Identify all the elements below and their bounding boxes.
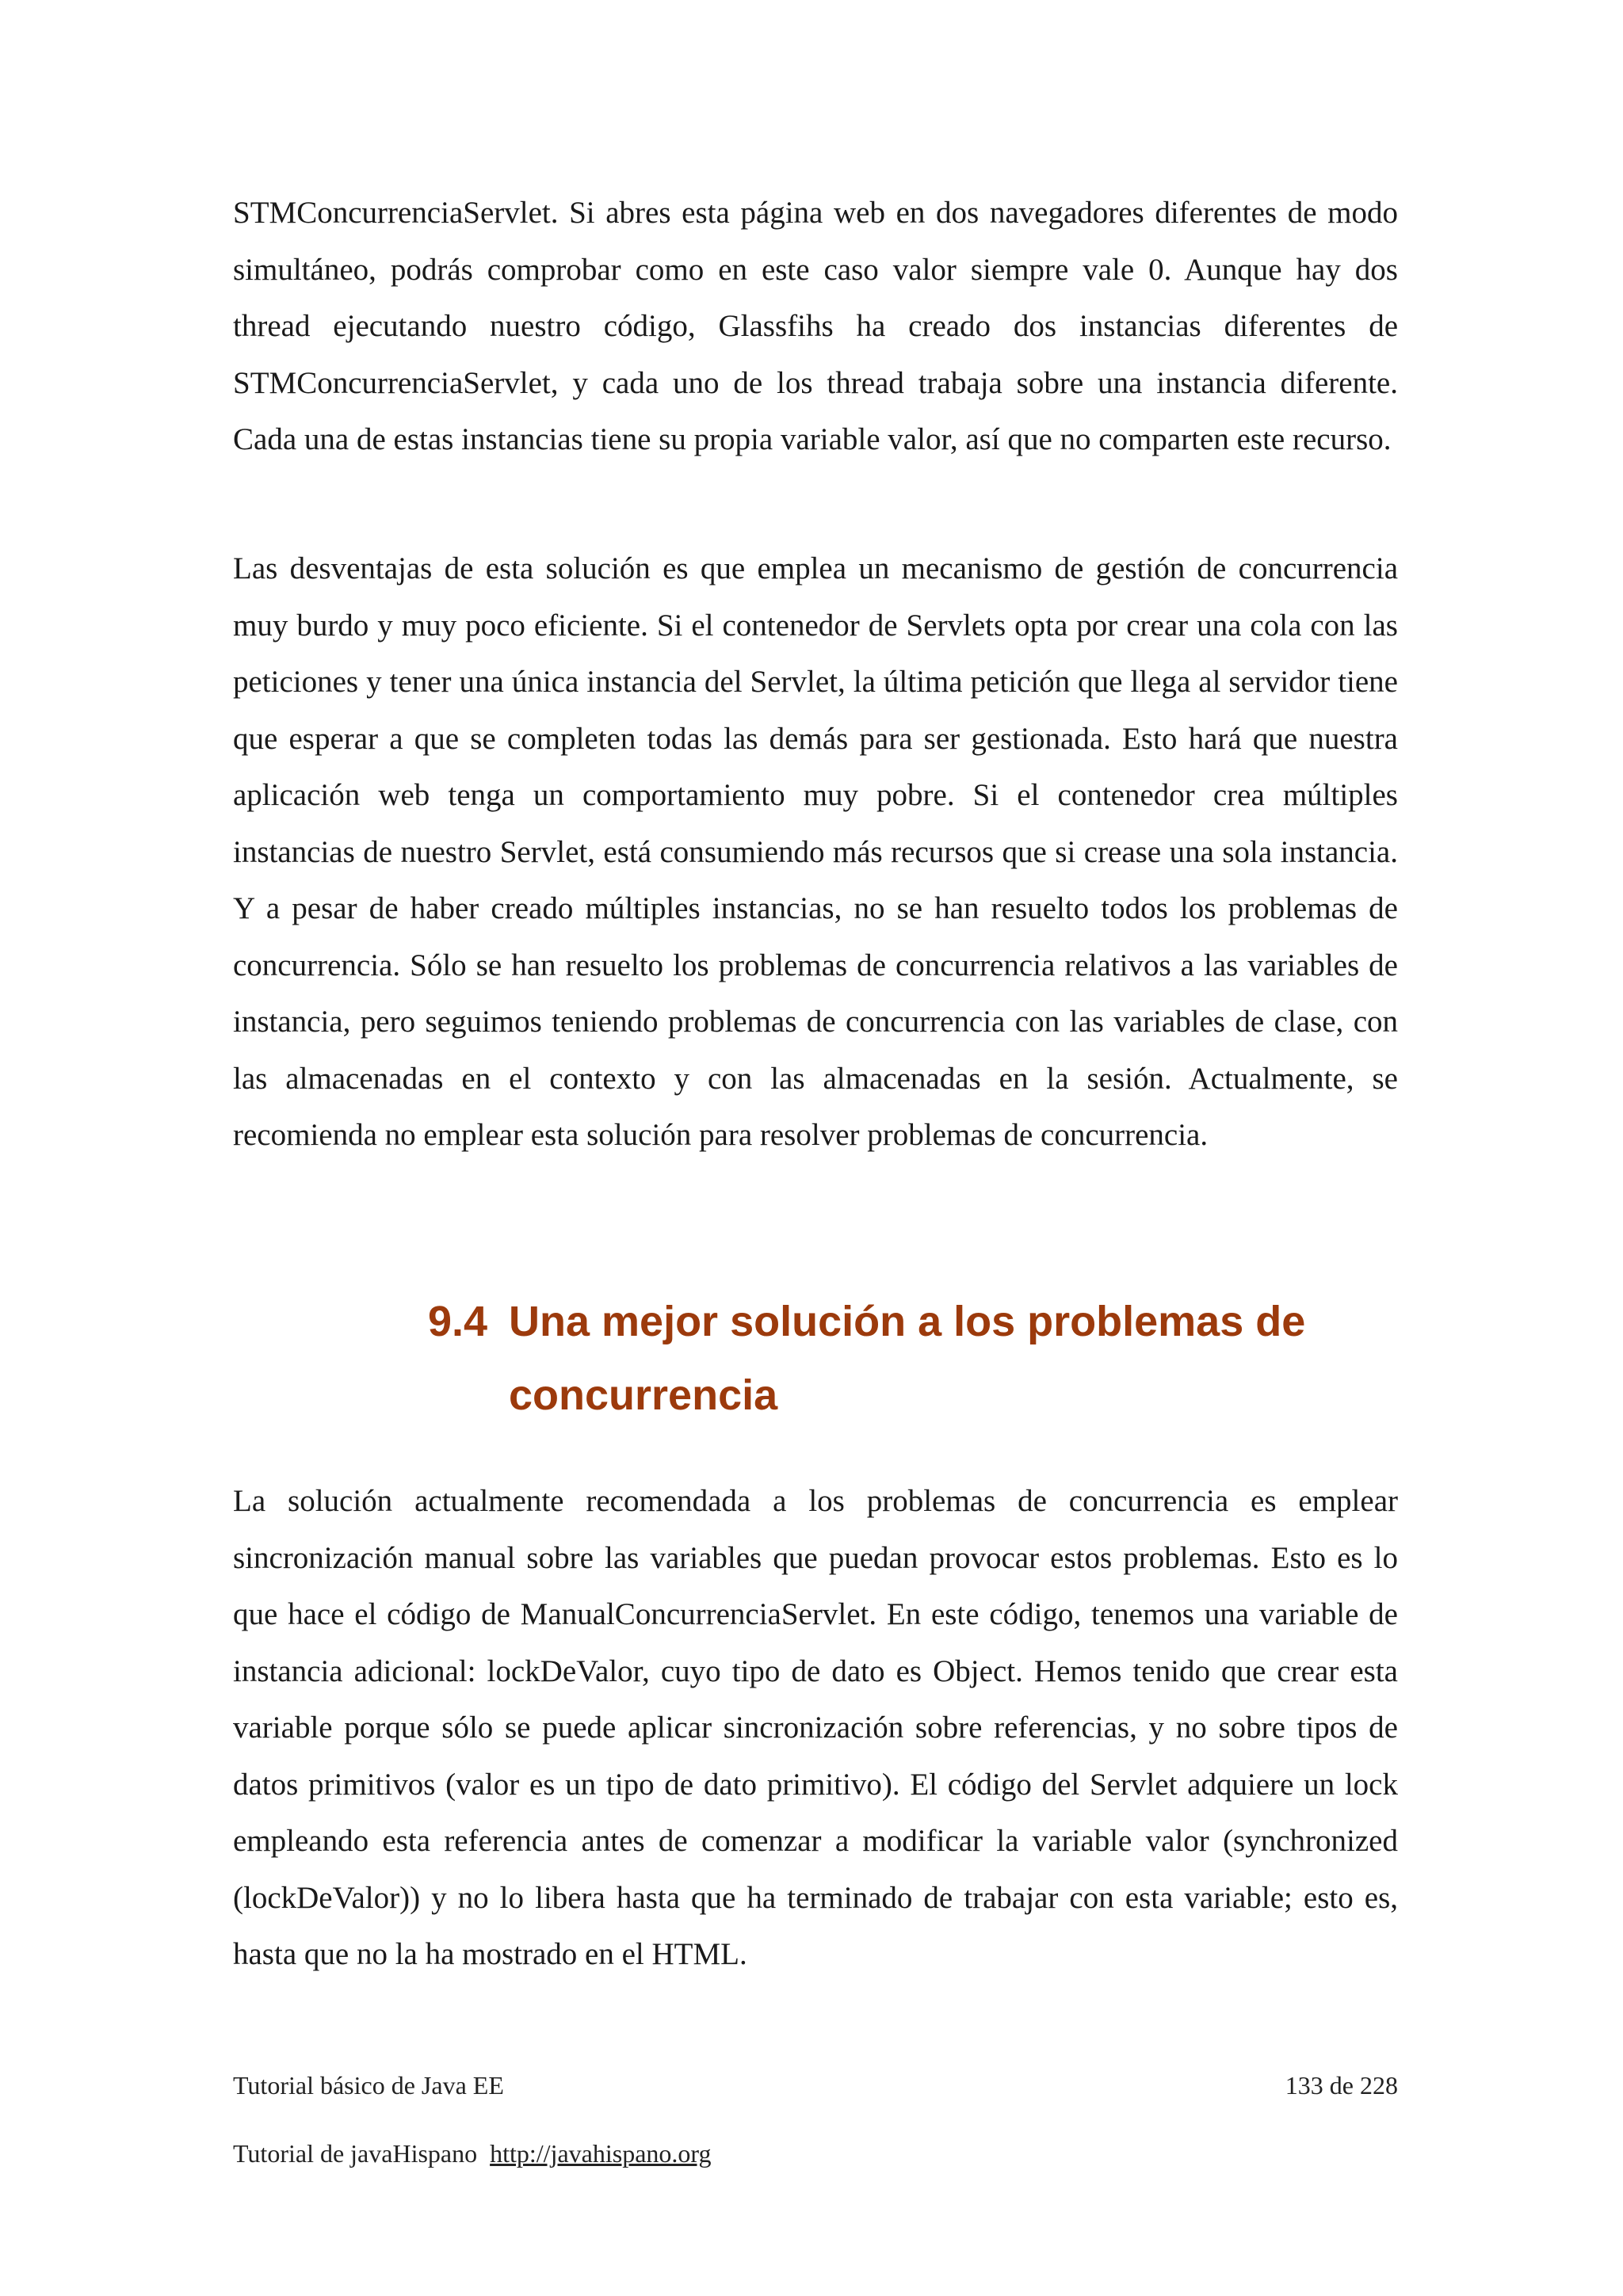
page-current: 133 <box>1285 2071 1323 2100</box>
section-title-line-1: Una mejor solución a los problemas de <box>509 1298 1306 1345</box>
paragraph-2: Las desventajas de esta solución es que emplea un mecanismo de gestión de concurrencia muy burdo y muy poco eficiente. Si el contenedor de Servlets opta por crear una cola con las peticiones y tener una única instancia del Servlet, la última petición que llega al servidor tiene que esperar a que se completen todas las demás para ser gestionada. Esto hará que nuestra aplicación web tenga un comportamiento muy pobre. Si el contenedor crea múltiples instancias de nuestro Servlet, está consumiendo más recursos que si crease una sola instancia. Y a pesar de haber creado múltiples instancias, no se han resuelto todos los problemas de concurrencia. Sólo se han resuelto los problemas de concurrencia relativos a las variables de instancia, pero seguimos teniendo problemas de concurrencia con las variables de clase, con las almacenadas en el contexto y con las almacenadas en la sesión. Actualmente, se recomienda no emplear esta solución para resolver problemas de concurrencia. <box>233 551 1398 1152</box>
section-heading <box>428 1285 1398 1432</box>
footer-top-line <box>233 2071 1398 2100</box>
section-title-line-2: concurrencia <box>509 1371 778 1419</box>
footer-bottom-line <box>233 2139 1398 2168</box>
paragraph-1: STMConcurrenciaServlet. Si abres esta página web en dos navegadores diferentes de modo simultáneo, podrás comprobar como en este caso valor siempre vale 0. Aunque hay dos thread ejecutando nuestro código, Glassfihs ha creado dos instancias diferentes de STMConcurrenciaServlet, y cada uno de los thread trabaja sobre una instancia diferente. Cada una de estas instancias tiene su propia variable valor, así que no comparten este recurso. <box>233 196 1398 456</box>
page-of: de <box>1329 2071 1354 2100</box>
footer-publisher: Tutorial de javaHispano <box>233 2139 478 2168</box>
section-heading-line-1 <box>428 1285 1398 1359</box>
section-number: 9.4 <box>428 1298 488 1345</box>
page-number <box>1285 2071 1398 2100</box>
footer-book-title: Tutorial básico de Java EE <box>233 2071 504 2100</box>
paragraph-3: La solución actualmente recomendada a los problemas de concurrencia es emplear sincronización manual sobre las variables que puedan provocar estos problemas. Esto es lo que hace el código de ManualConcurrenciaServlet. En este código, tenemos una variable de instancia adicional: lockDeValor, cuyo tipo de dato es Object. Hemos tenido que crear esta variable porque sólo se puede aplicar sincronización sobre referencias, y no sobre tipos de datos primitivos (valor es un tipo de dato primitivo). El código del Servlet adquiere un lock empleando esta referencia antes de comenzar a modificar la variable valor (synchronized (lockDeValor)) y no lo libera hasta que ha terminado de trabajar con esta variable; esto es, hasta que no la ha mostrado en el HTML. <box>233 1484 1398 1971</box>
page-total: 228 <box>1360 2071 1398 2100</box>
footer-publisher-link[interactable]: http://javahispano.org <box>490 2139 712 2168</box>
